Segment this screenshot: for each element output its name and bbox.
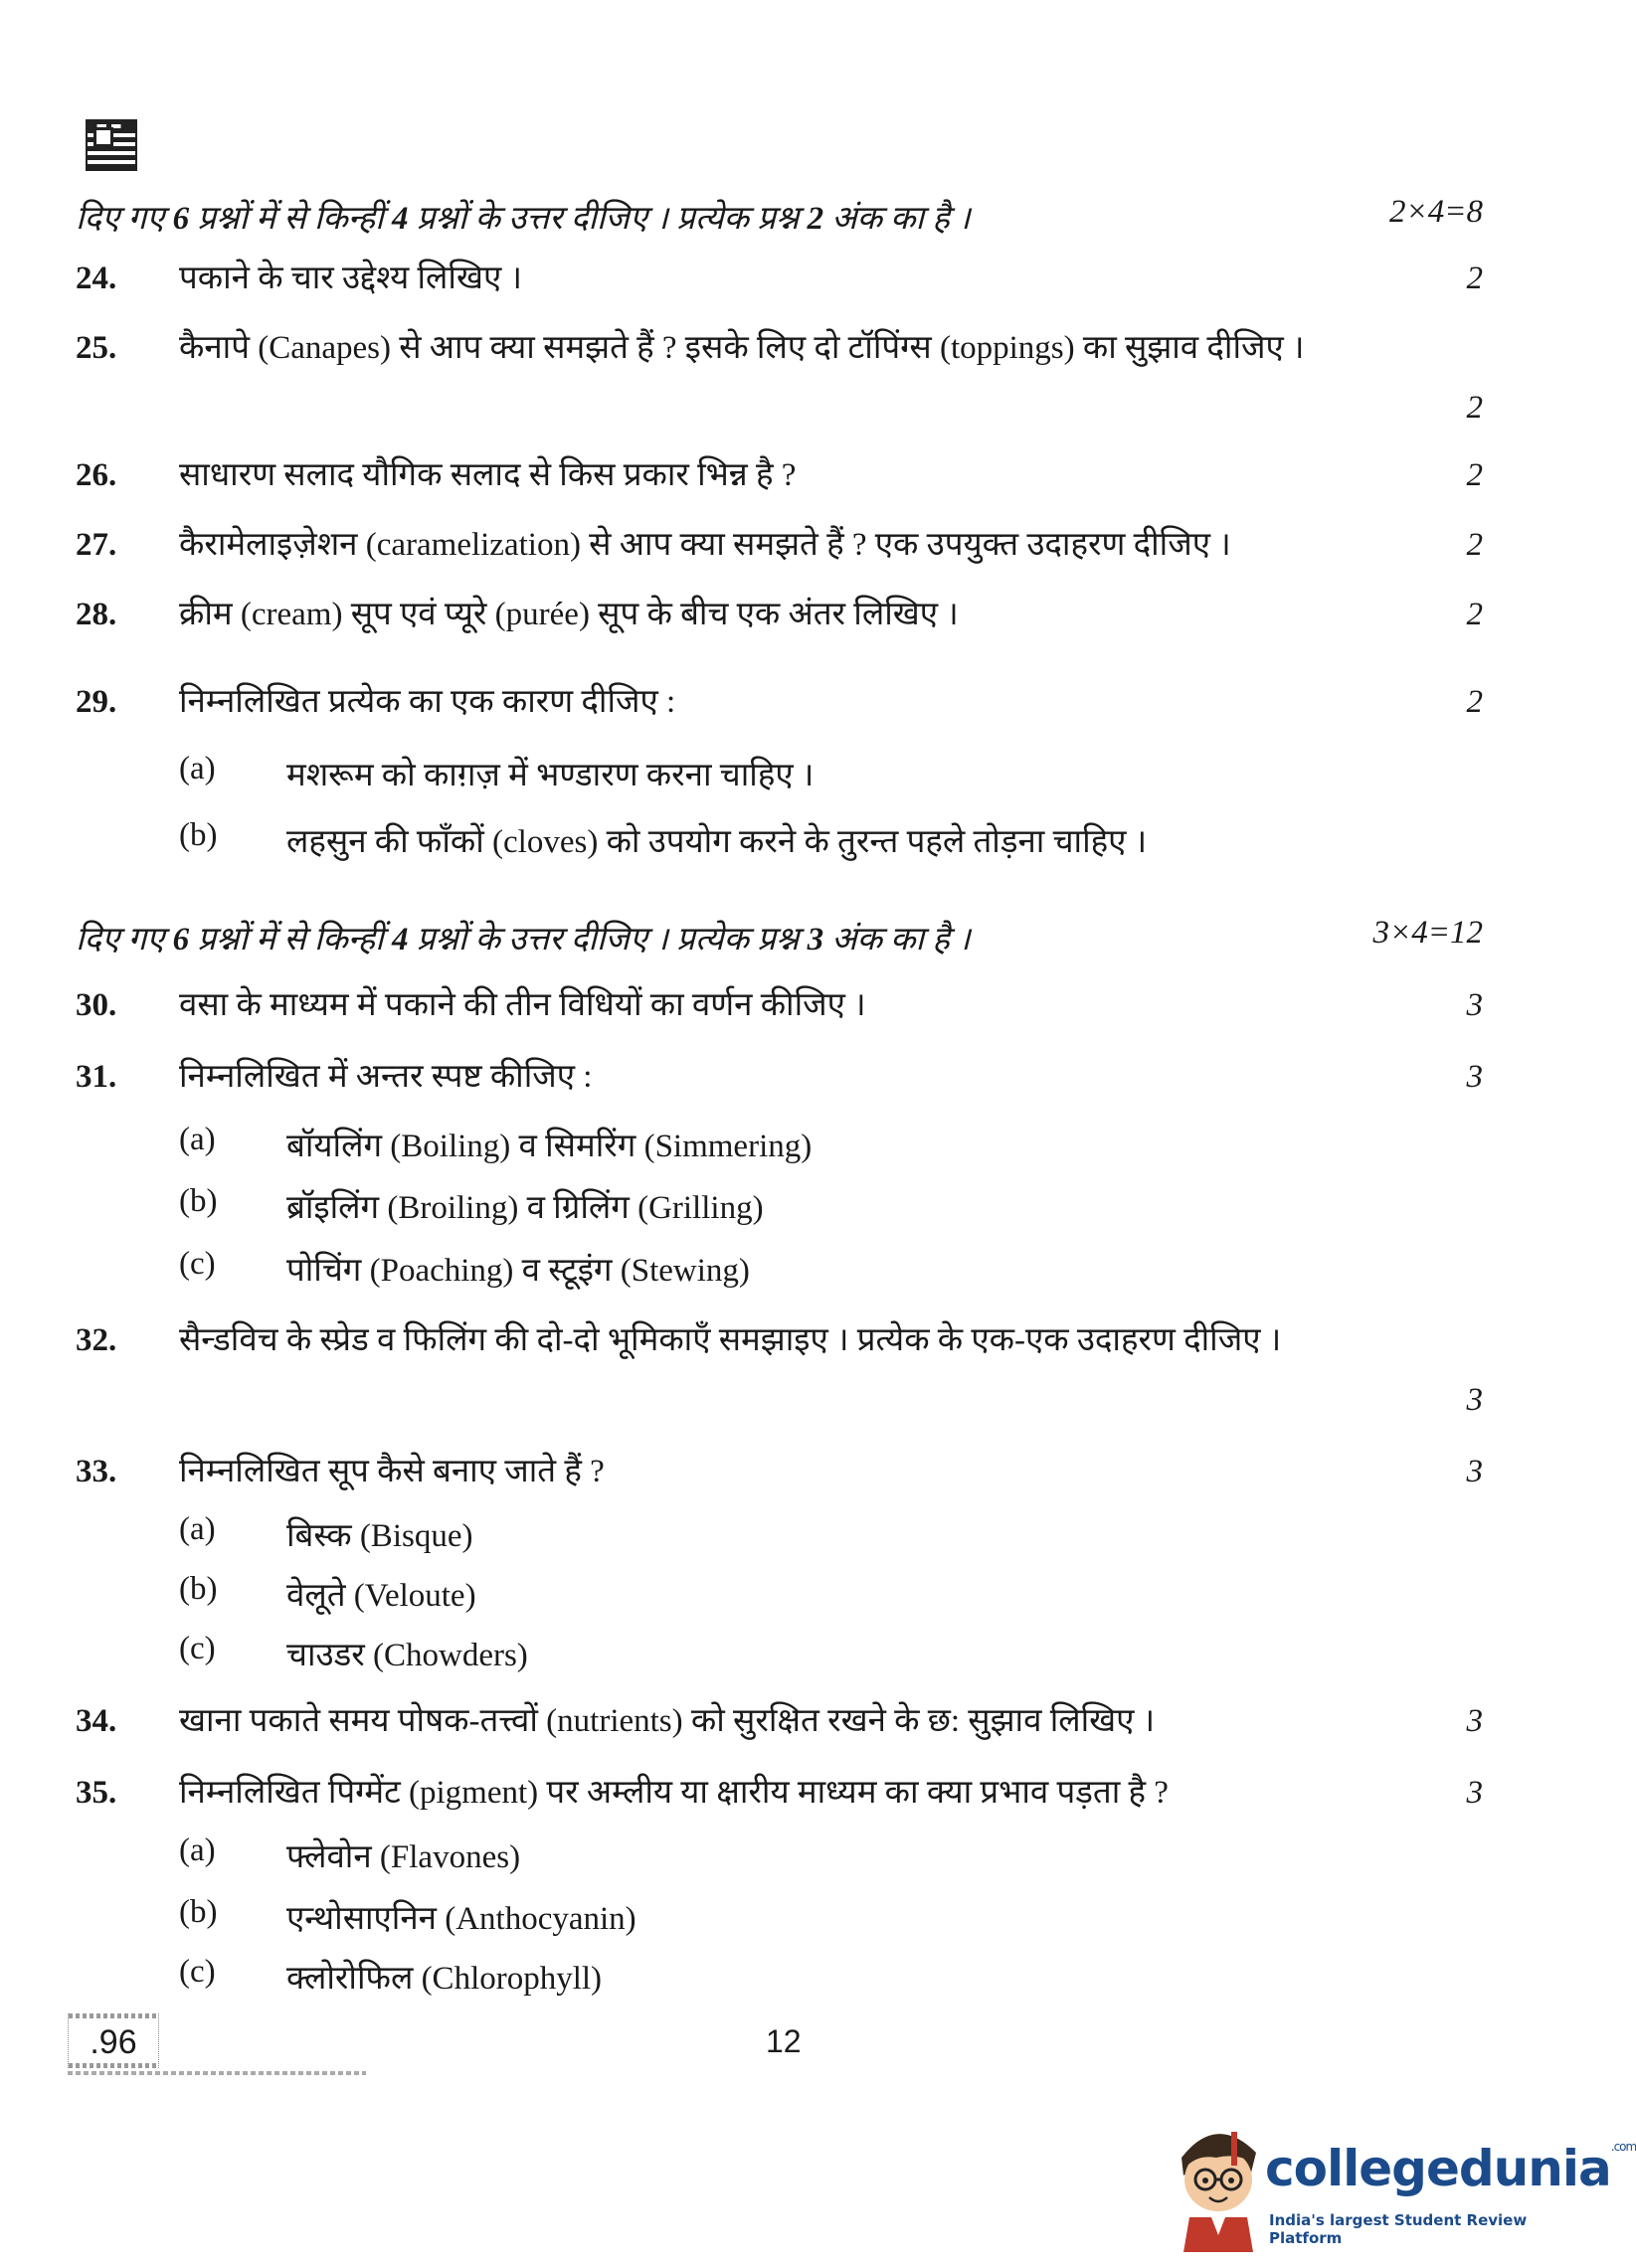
question-number: 29. bbox=[76, 684, 117, 720]
question-number: 30. bbox=[76, 987, 117, 1023]
question-marks: 2 bbox=[1466, 527, 1483, 563]
question-number: 32. bbox=[76, 1322, 117, 1358]
question-text: वसा के माध्यम में पकाने की तीन विधियों का वर्णन कीजिए । bbox=[179, 987, 866, 1023]
sub-text: ब्रॉइलिंग (Broiling) व ग्रिलिंग (Grilling) bbox=[286, 1190, 764, 1226]
question-marks: 2 bbox=[1466, 457, 1483, 493]
question-text: खाना पकाते समय पोषक-तत्त्वों (nutrients) को सुरक्षित रखने के छ: सुझाव लिखिए । bbox=[179, 1703, 1156, 1739]
section-header bbox=[76, 915, 1483, 960]
question-text: क्रीम (cream) सूप एवं प्यूरे (purée) सूप के बीच एक अंतर लिखिए । bbox=[179, 597, 959, 632]
question-text: साधारण सलाद यौगिक सलाद से किस प्रकार भिन्न है ? bbox=[179, 457, 797, 493]
brand-name: collegedunia$^{.com}$ bbox=[1265, 2140, 1636, 2197]
question-text: निम्नलिखित सूप कैसे बनाए जाते हैं ? bbox=[179, 1454, 605, 1489]
sub-label: (b) bbox=[179, 1894, 218, 1930]
question-text: निम्नलिखित पिग्मेंट (pigment) पर अम्लीय या क्षारीय माध्यम का क्या प्रभाव पड़ता है ? bbox=[179, 1775, 1169, 1811]
sub-text: बॉयलिंग (Boiling) व सिमरिंग (Simmering) bbox=[286, 1129, 813, 1164]
question-marks: 3 bbox=[1466, 987, 1483, 1023]
question-marks: 2 bbox=[1466, 684, 1483, 720]
sub-label: (c) bbox=[179, 1954, 216, 1990]
qr-code bbox=[86, 119, 137, 171]
brand-tagline: India's largest Student Review Platform bbox=[1269, 2211, 1528, 2247]
question-text: पकाने के चार उद्देश्य लिखिए । bbox=[179, 261, 522, 296]
question-text: कैनापे (Canapes) से आप क्या समझते हैं ? इसके लिए दो टॉपिंग्स (toppings) का सुझाव दीजिए । bbox=[179, 330, 1305, 366]
question-text: निम्नलिखित में अन्तर स्पष्ट कीजिए : bbox=[179, 1059, 593, 1095]
question-marks: 3 bbox=[1466, 1382, 1483, 1418]
question-marks: 2 bbox=[1466, 597, 1483, 632]
sub-label: (a) bbox=[179, 1832, 216, 1868]
question-number: 24. bbox=[76, 261, 117, 296]
question-marks: 2 bbox=[1466, 261, 1483, 296]
question-number: 34. bbox=[76, 1703, 117, 1739]
sub-label: (a) bbox=[179, 1122, 216, 1157]
section-marks: 3×4=12 bbox=[1372, 915, 1483, 951]
sub-label: (a) bbox=[179, 1511, 216, 1547]
sub-label: (b) bbox=[179, 1183, 218, 1219]
sub-label: (c) bbox=[179, 1631, 216, 1666]
question-number: 27. bbox=[76, 527, 117, 563]
page-number: 12 bbox=[766, 2023, 802, 2059]
question-number: 28. bbox=[76, 597, 117, 632]
section-instruction: दिए गए 6 प्रश्नों में से किन्हीं 4 प्रश्नों के उत्तर दीजिए । प्रत्येक प्रश्न 2 अंक का है । bbox=[76, 201, 971, 237]
question-text: निम्नलिखित प्रत्येक का एक कारण दीजिए : bbox=[179, 684, 676, 720]
question-marks: 2 bbox=[1466, 390, 1483, 426]
question-marks: 3 bbox=[1466, 1454, 1483, 1489]
sub-text: पोचिंग (Poaching) व स्टूइंग (Stewing) bbox=[286, 1253, 750, 1289]
sub-label: (b) bbox=[179, 1571, 218, 1607]
question-text: कैरामेलाइज़ेशन (caramelization) से आप क्या समझते हैं ? एक उपयुक्त उदाहरण दीजिए । bbox=[179, 527, 1231, 563]
paper-code: .96 bbox=[68, 2013, 159, 2068]
sub-text: क्लोरोफिल (Chlorophyll) bbox=[286, 1961, 603, 1997]
sub-label: (b) bbox=[179, 817, 218, 853]
sub-text: बिस्क (Bisque) bbox=[286, 1518, 473, 1554]
question-marks: 3 bbox=[1466, 1059, 1483, 1095]
question-text: सैन्डविच के स्प्रेड व फिलिंग की दो-दो भूमिकाएँ समझाइए । प्रत्येक के एक-एक उदाहरण दीजिए । bbox=[179, 1322, 1282, 1358]
question-number: 25. bbox=[76, 330, 117, 366]
sub-text: वेलूते (Veloute) bbox=[286, 1578, 476, 1614]
question-marks: 3 bbox=[1466, 1703, 1483, 1739]
sub-text: एन्थोसाएनिन (Anthocyanin) bbox=[286, 1901, 636, 1937]
question-number: 33. bbox=[76, 1454, 117, 1489]
section-instruction: दिए गए 6 प्रश्नों में से किन्हीं 4 प्रश्नों के उत्तर दीजिए । प्रत्येक प्रश्न 3 अंक का है । bbox=[76, 922, 971, 958]
collegedunia-logo bbox=[1154, 2118, 1636, 2257]
sub-label: (c) bbox=[179, 1246, 216, 1282]
question-number: 31. bbox=[76, 1059, 117, 1095]
sub-label: (a) bbox=[179, 751, 216, 786]
section-marks: 2×4=8 bbox=[1388, 194, 1483, 230]
sub-text: लहसुन की फाँकों (cloves) को उपयोग करने के तुरन्त पहले तोड़ना चाहिए । bbox=[286, 824, 1148, 860]
microprint-strip bbox=[68, 2071, 366, 2075]
sub-text: फ्लेवोन (Flavones) bbox=[286, 1839, 521, 1875]
student-mascot-icon bbox=[1162, 2118, 1271, 2252]
sub-text: चाउडर (Chowders) bbox=[286, 1638, 528, 1673]
question-number: 35. bbox=[76, 1775, 117, 1811]
question-marks: 3 bbox=[1466, 1775, 1483, 1811]
sub-text: मशरूम को काग़ज़ में भण्डारण करना चाहिए । bbox=[286, 758, 815, 793]
section-header bbox=[76, 194, 1483, 239]
question-number: 26. bbox=[76, 457, 117, 493]
